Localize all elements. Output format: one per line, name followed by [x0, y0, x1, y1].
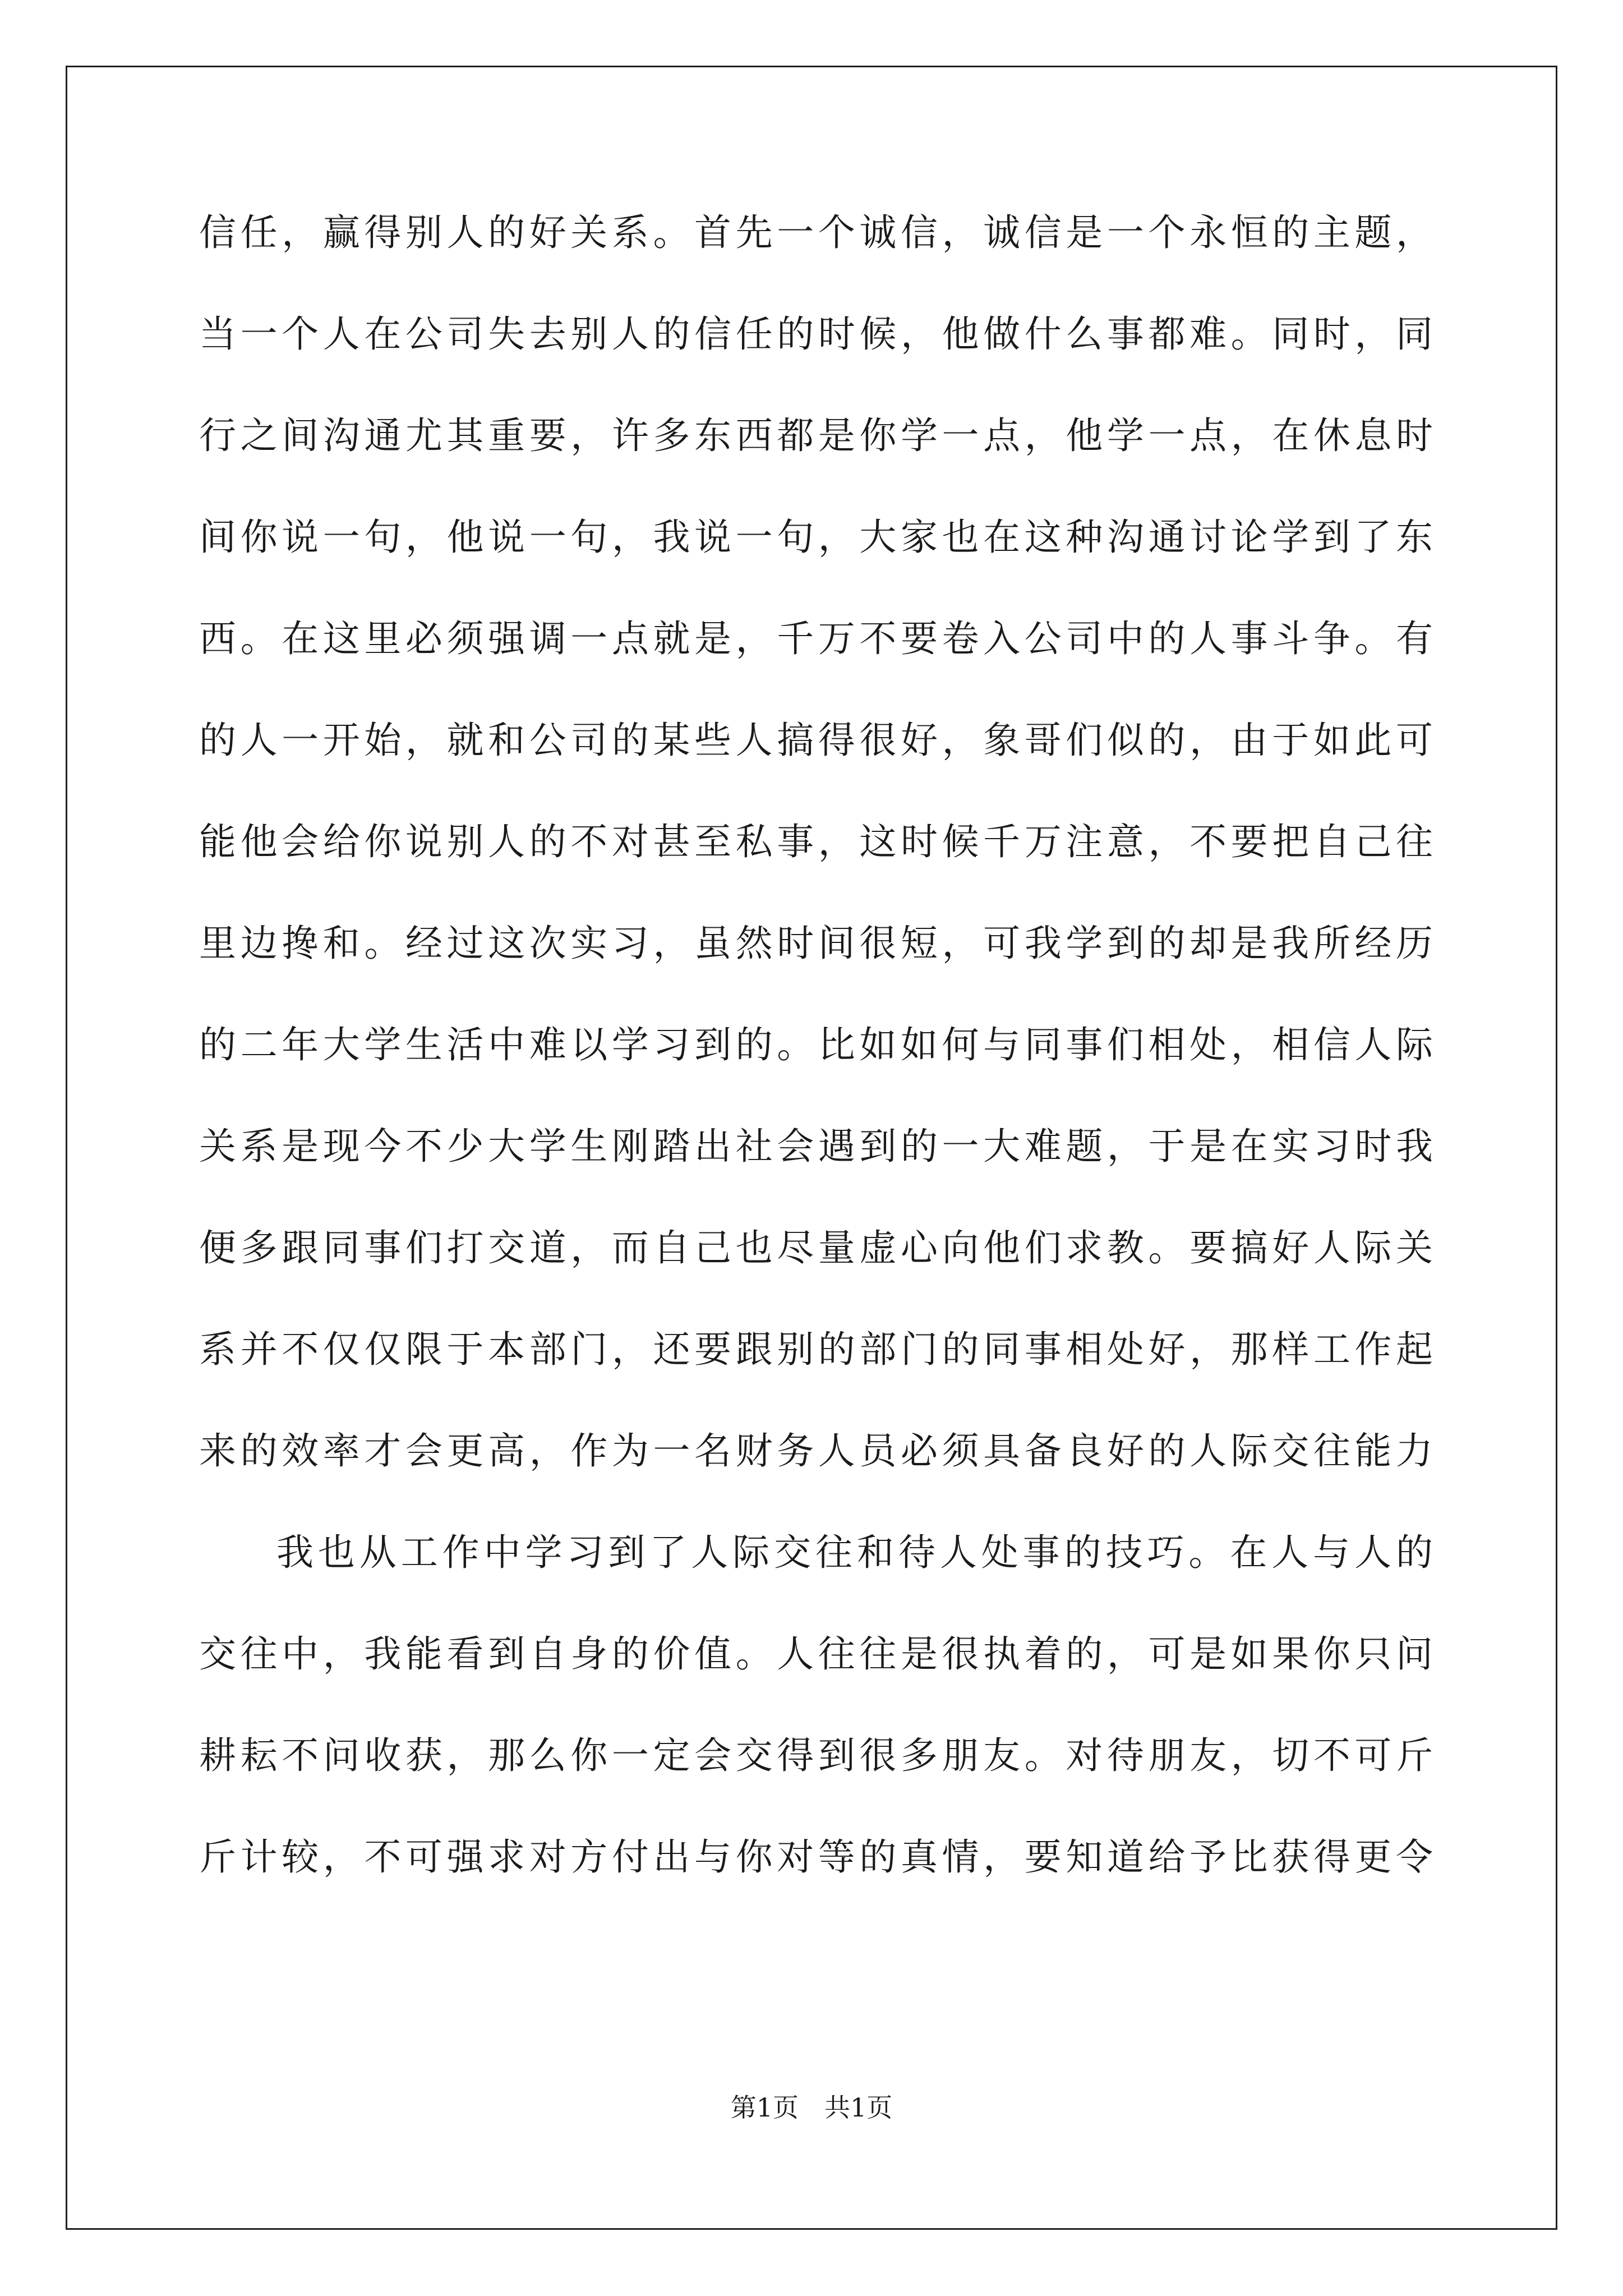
text-line: 当一个人在公司失去别人的信任的时候，他做什么事都难。同时，同: [199, 312, 1433, 356]
text-line: 来的效率才会更高，作为一名财务人员必须具备良好的人际交往能力: [199, 1429, 1433, 1473]
paragraph-first-line: 我也从工作中学习到了人际交往和待人处事的技巧。在人与人的: [276, 1531, 1433, 1574]
page-number-footer: 第1页 共1页: [730, 2092, 893, 2123]
text-line: 便多跟同事们打交道，而自己也尽量虚心向他们求教。要搞好人际关: [199, 1226, 1433, 1269]
text-line: 行之间沟通尤其重要，许多东西都是你学一点，他学一点，在休息时: [199, 414, 1433, 457]
document-body: [199, 206, 1433, 1932]
text-line: 里边搀和。经过这次实习，虽然时间很短，可我学到的却是我所经历: [199, 922, 1433, 965]
text-line: 耕耘不问收获，那么你一定会交得到很多朋友。对待朋友，切不可斤: [199, 1734, 1433, 1777]
text-line: 系并不仅仅限于本部门，还要跟别的部门的同事相处好，那样工作起: [199, 1328, 1433, 1371]
text-line: 西。在这里必须强调一点就是，千万不要卷入公司中的人事斗争。有: [199, 617, 1433, 660]
text-line: 的二年大学生活中难以学习到的。比如如何与同事们相处，相信人际: [199, 1023, 1433, 1066]
text-line: 能他会给你说别人的不对甚至私事，这时候千万注意，不要把自己往: [199, 820, 1433, 863]
text-line: 的人一开始，就和公司的某些人搞得很好，象哥们似的，由于如此可: [199, 719, 1433, 762]
text-line: 交往中，我能看到自身的价值。人往往是很执着的，可是如果你只问: [199, 1632, 1433, 1676]
text-line: 间你说一句，他说一句，我说一句，大家也在这种沟通讨论学到了东: [199, 516, 1433, 559]
text-line: 斤计较，不可强求对方付出与你对等的真情，要知道给予比获得更令: [199, 1835, 1433, 1879]
text-line: 关系是现今不少大学生刚踏出社会遇到的一大难题，于是在实习时我: [199, 1125, 1433, 1168]
text-line: 信任，赢得别人的好关系。首先一个诚信，诚信是一个永恒的主题，: [199, 211, 1433, 254]
